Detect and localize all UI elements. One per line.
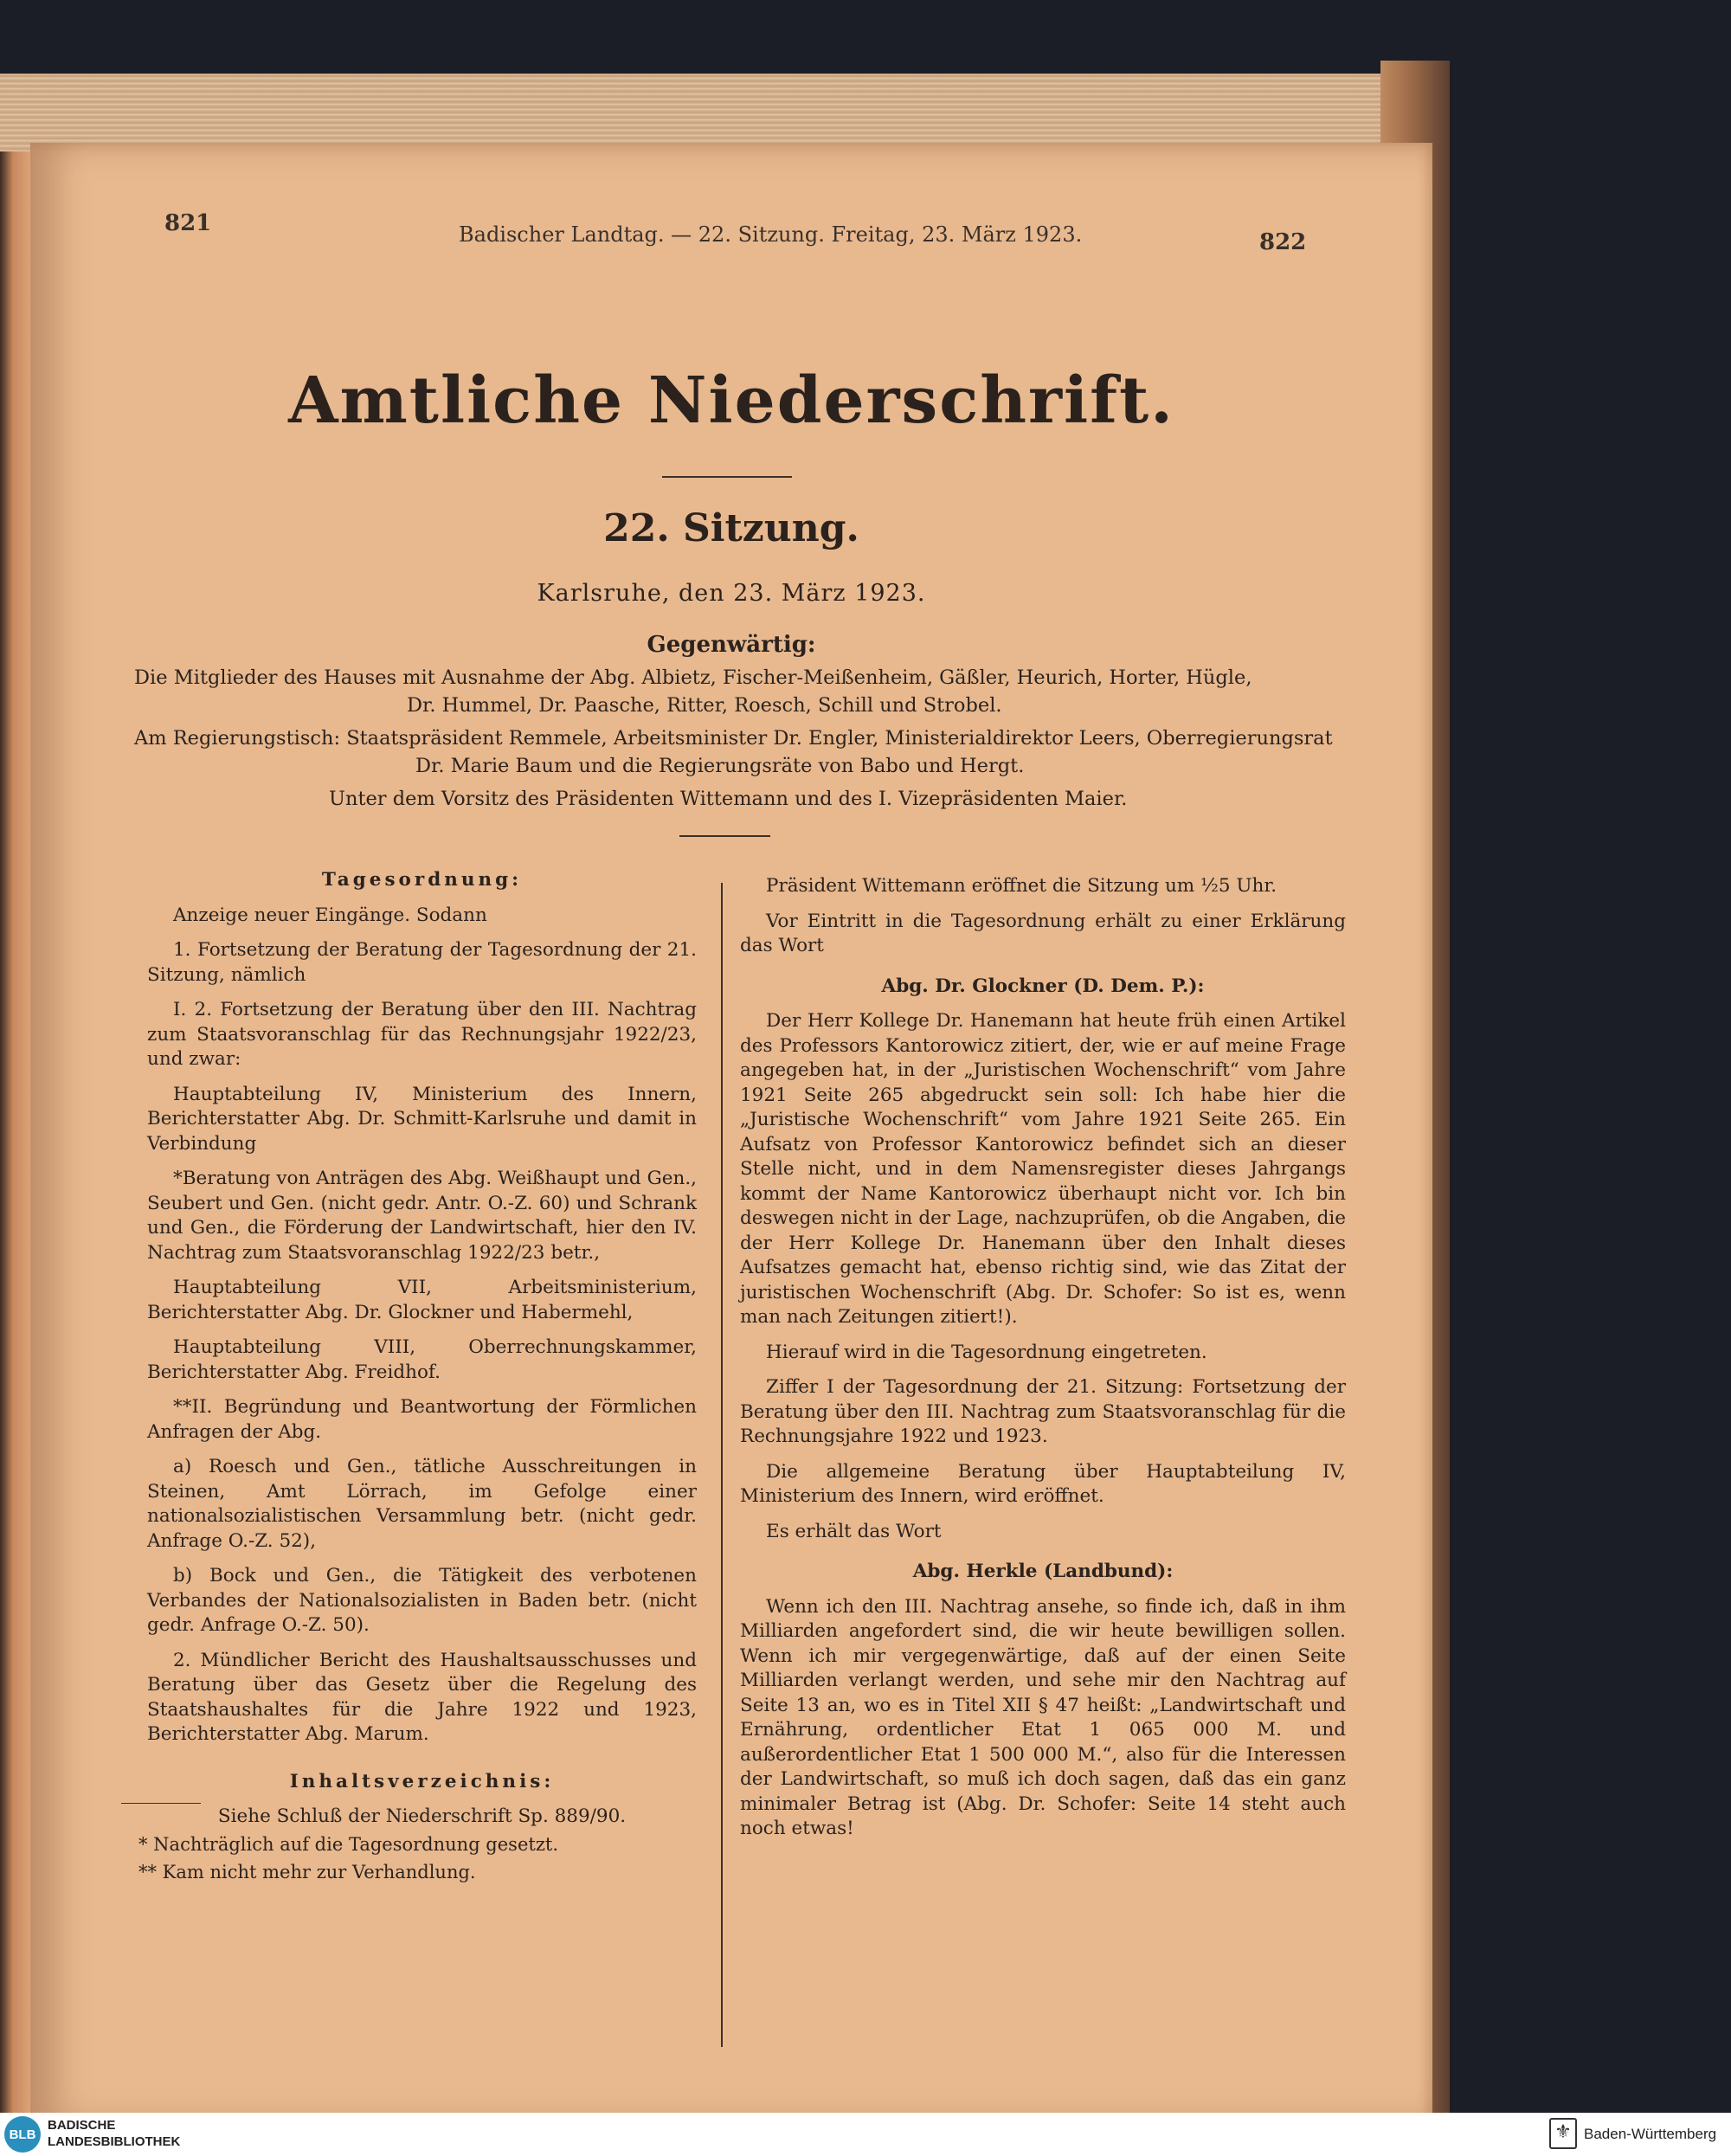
column-separator: [721, 883, 723, 2047]
agenda-item: I. 2. Fortsetzung der Beratung über den III. Nachtrag zum Staatsvoranschlag für das Rechnungsjahr 1922/23, und zwar:: [147, 999, 697, 1070]
agenda-item: Anzeige neuer Eingänge. Sodann: [173, 904, 487, 926]
footnotes: [138, 1831, 701, 1886]
agenda-item: 1. Fortsetzung der Beratung der Tagesordnung der 21. Sitzung, nämlich: [147, 939, 697, 986]
blb-logo[interactable]: BLB: [4, 2116, 41, 2153]
present-line: Dr. Marie Baum und die Regierungsräte von Babo und Hergt.: [415, 755, 1025, 777]
footnote-divider: [121, 1803, 201, 1804]
book-page-edges-top: [0, 74, 1437, 151]
paragraph: Die allgemeine Beratung über Hauptabteilung IV, Ministerium des Innern, wird eröffnet.: [740, 1460, 1346, 1507]
paragraph: Es erhält das Wort: [766, 1520, 942, 1542]
coat-of-arms-icon: ⚜: [1549, 2118, 1577, 2149]
state-name[interactable]: Baden-Württemberg: [1584, 2126, 1717, 2142]
present-line: Unter dem Vorsitz des Präsidenten Wittemann und des I. Vizepräsidenten Maier.: [329, 788, 1128, 810]
paragraph: Wenn ich den III. Nachtrag ansehe, so finde ich, daß in ihm Milliarden angefordert sind, die wir heute bewilligen sollen. Wenn ich mir vergegenwärtige, daß auf der einen Seite Milliarden verlangt werden, und sehe mir den Nachtrag auf Seite 13 an, wo es in Titel XII § 47 heißt: „Landwirtschaft und Ernährung, ordentlicher Etat 1 065 000 M. und außerordentlicher Etat 1 500 000 M.“, also für die Interessen der Landwirtschaft, so muß ich doch sagen, daß das ein ganz minimaler Betrag ist (Abg. Dr. Schofer: Seite 14 steht auch noch etwas!: [740, 1595, 1346, 1839]
running-title: Badischer Landtag. — 22. Sitzung. Freitag, 23. März 1923.: [459, 222, 1083, 247]
speaker-heading: Abg. Dr. Glockner (D. Dem. P.):: [881, 975, 1205, 997]
present-heading: Gegenwärtig:: [647, 632, 816, 658]
speaker-heading: Abg. Herkle (Landbund):: [912, 1561, 1174, 1582]
agenda-heading: Tagesordnung:: [321, 869, 523, 891]
library-name-line: LANDESBIBLIOTHEK: [48, 2134, 181, 2149]
paragraph: Präsident Wittemann eröffnet die Sitzung um ½5 Uhr.: [766, 875, 1277, 897]
document-title: Amtliche Niederschrift.: [288, 364, 1174, 438]
document-page: [30, 143, 1432, 2125]
agenda-item: **II. Begründung und Beantwortung der Förmlichen Anfragen der Abg.: [147, 1396, 697, 1443]
library-name-line: BADISCHE: [48, 2118, 116, 2133]
agenda-item: *Beratung von Anträgen des Abg. Weißhaupt und Gen., Seubert und Gen. (nicht gedr. Antr. O.-Z. 60) und Schrank und Gen., die Förderung der Landwirtschaft, hier den IV. Nachtrag zum Staatsvoranschlag 1922/23 betr.,: [147, 1168, 697, 1264]
right-page-number: 822: [1259, 229, 1307, 255]
agenda-item: b) Bock und Gen., die Tätigkeit des verbotenen Verbandes der Nationalsozialisten in Baden betr. (nicht gedr. Anfrage O.-Z. 50).: [147, 1565, 697, 1636]
present-line: Am Regierungstisch: Staatspräsident Remmele, Arbeitsminister Dr. Engler, Ministerialdirektor Leers, Oberregierungsrat: [134, 727, 1333, 750]
present-line: Die Mitglieder des Hauses mit Ausnahme der Abg. Albietz, Fischer-Meißenheim, Gäßler, Heurich, Horter, Hügle,: [134, 666, 1252, 689]
session-number: 22. Sitzung.: [603, 506, 859, 550]
library-name[interactable]: [48, 2117, 180, 2150]
agenda-item: Hauptabteilung VIII, Oberrechnungskammer, Berichterstatter Abg. Freidhof.: [147, 1336, 697, 1383]
place-date: Karlsruhe, den 23. März 1923.: [537, 580, 926, 607]
left-column: [147, 868, 697, 1840]
title-divider: [662, 476, 792, 478]
agenda-item: 2. Mündlicher Bericht des Haushaltsausschusses und Beratung über das Gesetz über die Regelung des Staatshaushaltes für die Jahre 1922 und 1923, Berichterstatter Abg. Marum.: [147, 1649, 697, 1745]
section-divider: [679, 835, 770, 837]
left-page-number: 821: [164, 210, 212, 236]
agenda-item: Hauptabteilung VII, Arbeitsministerium, Berichterstatter Abg. Dr. Glockner und Habermehl,: [147, 1277, 697, 1323]
footnote: ** Kam nicht mehr zur Verhandlung.: [138, 1862, 476, 1882]
index-heading: Inhaltsverzeichnis:: [289, 1770, 555, 1792]
index-text: Siehe Schluß der Niederschrift Sp. 889/90.: [217, 1805, 627, 1827]
paragraph: Der Herr Kollege Dr. Hanemann hat heute früh einen Artikel des Professors Kantorowicz zitiert, der, wie er auf meine Frage angegeben hat, in der „Juristischen Wochenschrift“ vom Jahre 1921 Seite 265 abgedruckt sein soll: Ich habe hier die „Juristische Wochenschrift“ vom Jahre 1921 Seite 265. Ein Aufsatz von Professor Kantorowicz befindet sich an dieser Stelle nicht, und in dem Namensregister dieses Jahrgangs kommt der Name Kantorowicz überhaupt nicht vor. Ich bin deswegen nicht in der Lage, nachzuprüfen, ob die Angaben, die der Herr Kollege Dr. Hanemann über den Inhalt dieses Aufsatzes gemacht hat, ebenso richtig sind, wie das Zitat der juristischen Wochenschrift (Abg. Dr. Schofer: So ist es, wenn man nach Zeitungen zitiert!).: [740, 1010, 1346, 1328]
present-line: Dr. Hummel, Dr. Paasche, Ritter, Roesch, Schill und Strobel.: [407, 694, 1002, 717]
agenda-item: Hauptabteilung IV, Ministerium des Innern, Berichterstatter Abg. Dr. Schmitt-Karlsruhe und damit in Verbindung: [147, 1083, 697, 1155]
paragraph: Hierauf wird in die Tagesordnung eingetreten.: [766, 1341, 1207, 1363]
footnote: * Nachträglich auf die Tagesordnung gesetzt.: [138, 1834, 558, 1855]
paragraph: Vor Eintritt in die Tagesordnung erhält zu einer Erklärung das Wort: [740, 910, 1346, 956]
paragraph: Ziffer I der Tagesordnung der 21. Sitzung: Fortsetzung der Beratung über den III. Nachtrag zum Staatsvoranschlag für die Rechnungsjahre 1922 und 1923.: [740, 1376, 1346, 1447]
book-spine-left: [0, 151, 33, 2116]
footer-bar: [0, 2113, 1731, 2156]
right-column: [740, 874, 1346, 1852]
agenda-item: a) Roesch und Gen., tätliche Ausschreitungen in Steinen, Amt Lörrach, im Gefolge einer nationalsozialistischen Versammlung betr. (nicht gedr. Anfrage O.-Z. 52),: [147, 1456, 697, 1552]
